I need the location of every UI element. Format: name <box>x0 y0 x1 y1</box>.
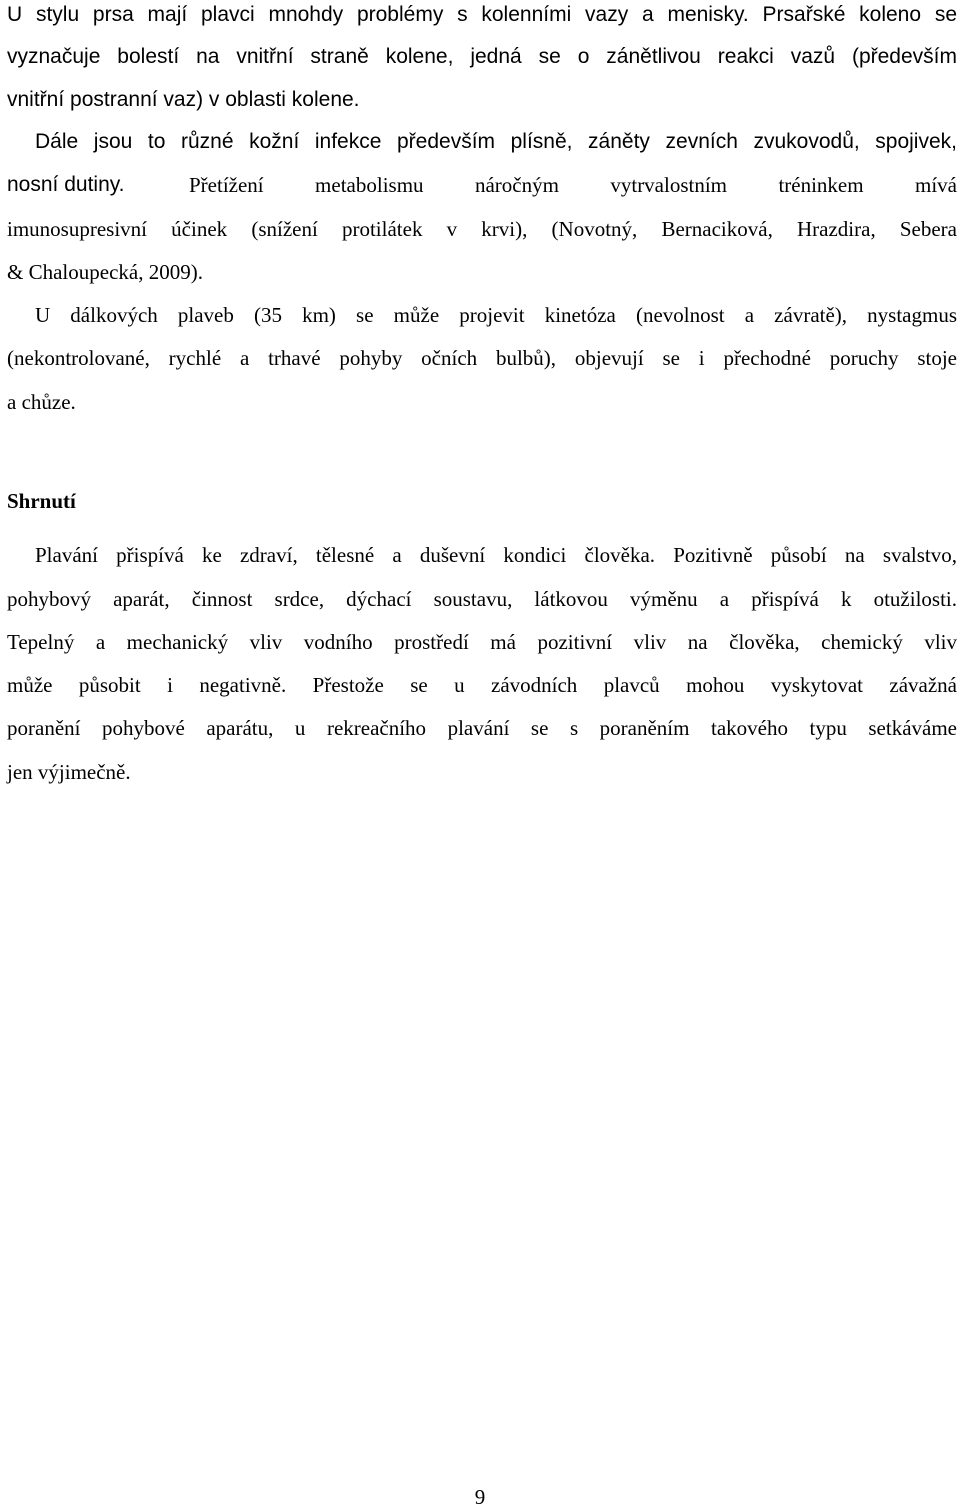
body-line: U stylu prsa mají plavci mnohdy problémy s kolenními vazy a menisky. Prsařské koleno se <box>7 3 957 26</box>
summary-line: poranění pohybové aparátu, u rekreačního plavání se s poraněním takového typu setkáváme <box>7 716 957 740</box>
body-line: & Chaloupecká, 2009). <box>7 260 203 284</box>
summary-line: Tepelný a mechanický vliv vodního prostředí má pozitivní vliv na člověka, chemický vliv <box>7 630 957 654</box>
body-line: vnitřní postranní vaz) v oblasti kolene. <box>7 88 360 111</box>
body-line: Přetížení metabolismu náročným vytrvalostním tréninkem mívá <box>189 173 957 197</box>
page-number: 9 <box>474 1485 486 1509</box>
summary-line: může působit i negativně. Přestože se u závodních plavců mohou vyskytovat závažná <box>7 673 957 697</box>
summary-line: jen výjimečně. <box>7 760 131 784</box>
body-line: U dálkových plaveb (35 km) se může projevit kinetóza (nevolnost a závratě), nystagmus <box>35 303 957 327</box>
body-line: Dále jsou to různé kožní infekce především plísně, záněty zevních zvukovodů, spojivek, <box>35 130 957 153</box>
summary-line: pohybový aparát, činnost srdce, dýchací soustavu, látkovou výměnu a přispívá k otužilosti. <box>7 587 957 611</box>
body-line: nosní dutiny. <box>7 173 125 196</box>
body-line: imunosupresivní účinek (snížení protilátek v krvi), (Novotný, Bernaciková, Hrazdira, Sebera <box>7 217 957 241</box>
body-line: a chůze. <box>7 390 76 414</box>
body-line: vyznačuje bolestí na vnitřní straně kolene, jedná se o zánětlivou reakci vazů (především <box>7 45 957 68</box>
body-line: (nekontrolované, rychlé a trhavé pohyby očních bulbů), objevují se i přechodné poruchy stoje <box>7 346 957 370</box>
section-heading: Shrnutí <box>7 489 76 513</box>
summary-line: Plavání přispívá ke zdraví, tělesné a duševní kondici člověka. Pozitivně působí na svalstvo, <box>35 543 957 567</box>
